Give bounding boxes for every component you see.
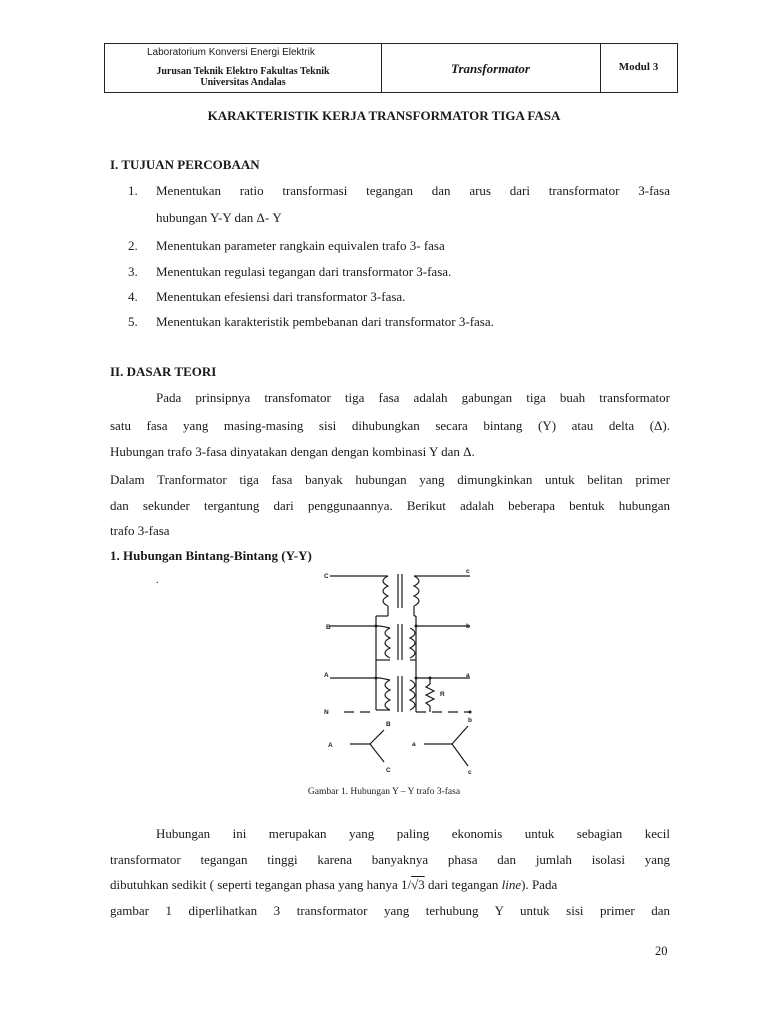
label-Y-B: B bbox=[386, 721, 391, 728]
list-item-text: Menentukan regulasi tegangan dari transformator 3-fasa. bbox=[156, 264, 452, 279]
label-Y-A: A bbox=[328, 742, 333, 749]
label-a: a bbox=[466, 672, 470, 679]
label-c: c bbox=[466, 568, 470, 575]
text-segment: dibutuhkan sedikit ( seperti tegangan phasa yang hanya 1/√3 dari tegangan line). Pada bbox=[110, 877, 558, 892]
list-item-text: Menentukan parameter rangkain equivalen trafo 3- fasa bbox=[156, 238, 445, 253]
label-y-a: a bbox=[412, 741, 416, 748]
header-table bbox=[104, 43, 678, 93]
list-item-text: Menentukan efesiensi dari transformator 3-fasa. bbox=[156, 289, 406, 304]
label-y-c: c bbox=[468, 769, 472, 776]
coil-primary-a bbox=[385, 680, 390, 710]
y-primary-c bbox=[370, 744, 384, 762]
stray-dot: . bbox=[156, 575, 159, 586]
list-item-number: 3. bbox=[128, 264, 138, 279]
module-label: Modul 3 bbox=[618, 61, 659, 73]
coil-secondary-b bbox=[410, 628, 415, 658]
sqrt-symbol: √3 bbox=[411, 877, 425, 892]
y-secondary-c bbox=[452, 744, 468, 766]
list-item-number: 2. bbox=[128, 238, 138, 253]
list-item-number: 4. bbox=[128, 289, 138, 304]
department-name bbox=[105, 66, 381, 88]
paragraph-line: transformator tegangan tinggi karena banyaknya phasa dan jumlah isolasi yang bbox=[110, 852, 670, 867]
paragraph-line: Dalam Tranformator tiga fasa banyak hubungan yang dimungkinkan untuk belitan primer bbox=[110, 472, 670, 487]
page-number: 20 bbox=[655, 944, 668, 958]
coil-secondary-a bbox=[410, 680, 415, 710]
coil-secondary-c bbox=[414, 576, 419, 606]
paragraph-line-sqrt bbox=[110, 877, 670, 893]
resistor-r bbox=[426, 684, 434, 706]
label-B: B bbox=[326, 624, 331, 631]
list-item-text: hubungan Y-Y dan Δ- Y bbox=[156, 210, 282, 225]
subject-name: Transformator bbox=[451, 61, 530, 76]
paragraph-line: Pada prinsipnya transfomator tiga fasa adalah gabungan tiga buah transformator bbox=[156, 390, 670, 405]
list-item-number: 1. bbox=[128, 183, 138, 198]
department-line1: Jurusan Teknik Elektro Fakultas Teknik bbox=[156, 66, 330, 77]
label-Y-C: C bbox=[386, 767, 391, 774]
label-b: b bbox=[466, 623, 470, 630]
label-R: R bbox=[440, 691, 445, 698]
header-cell-subject bbox=[381, 44, 601, 92]
paragraph-line: dan sekunder tergantung dari penggunaannya. Berikut adalah beberapa bentuk hubungan bbox=[110, 498, 670, 513]
section-heading-objectives: I. TUJUAN PERCOBAAN bbox=[110, 157, 260, 172]
paragraph-line: Hubungan ini merupakan yang paling ekonomis untuk sebagian kecil bbox=[156, 826, 670, 841]
paragraph-line: satu fasa yang masing-masing sisi dihubungkan secara bintang (Y) atau delta (Δ). bbox=[110, 418, 670, 433]
figure-caption: Gambar 1. Hubungan Y – Y trafo 3-fasa bbox=[307, 787, 461, 797]
label-A: A bbox=[324, 672, 329, 679]
list-item-number: 5. bbox=[128, 314, 138, 329]
italic-line: line bbox=[501, 877, 522, 892]
subsection-heading-yy: 1. Hubungan Bintang-Bintang (Y-Y) bbox=[110, 548, 312, 563]
coil-primary-b bbox=[385, 628, 390, 658]
coil-primary-c bbox=[383, 576, 388, 606]
section-heading-theory: II. DASAR TEORI bbox=[110, 364, 217, 379]
lab-name: Laboratorium Konversi Energi Elektrik bbox=[147, 47, 315, 58]
label-y-b: b bbox=[468, 717, 472, 724]
list-item-text: Menentukan karakteristik pembebanan dari transformator 3-fasa. bbox=[156, 314, 494, 329]
paragraph-line: trafo 3-fasa bbox=[110, 523, 170, 538]
document-title: KARAKTERISTIK KERJA TRANSFORMATOR TIGA FASA bbox=[207, 108, 561, 123]
paragraph-line: gambar 1 diperlihatkan 3 transformator yang terhubung Y untuk sisi primer dan bbox=[110, 903, 670, 918]
y-primary-b bbox=[370, 730, 384, 744]
y-secondary-b bbox=[452, 726, 468, 744]
paragraph-line: Hubungan trafo 3-fasa dinyatakan dengan dengan kombinasi Y dan Δ. bbox=[110, 444, 475, 459]
label-N: N bbox=[324, 709, 329, 716]
list-item-text: Menentukan ratio transformasi tegangan dan arus dari transformator 3-fasa bbox=[156, 183, 670, 198]
yy-transformer-diagram bbox=[320, 564, 480, 784]
label-C: C bbox=[324, 573, 329, 580]
department-line2: Universitas Andalas bbox=[200, 77, 286, 88]
header-cell-institution bbox=[105, 44, 382, 92]
